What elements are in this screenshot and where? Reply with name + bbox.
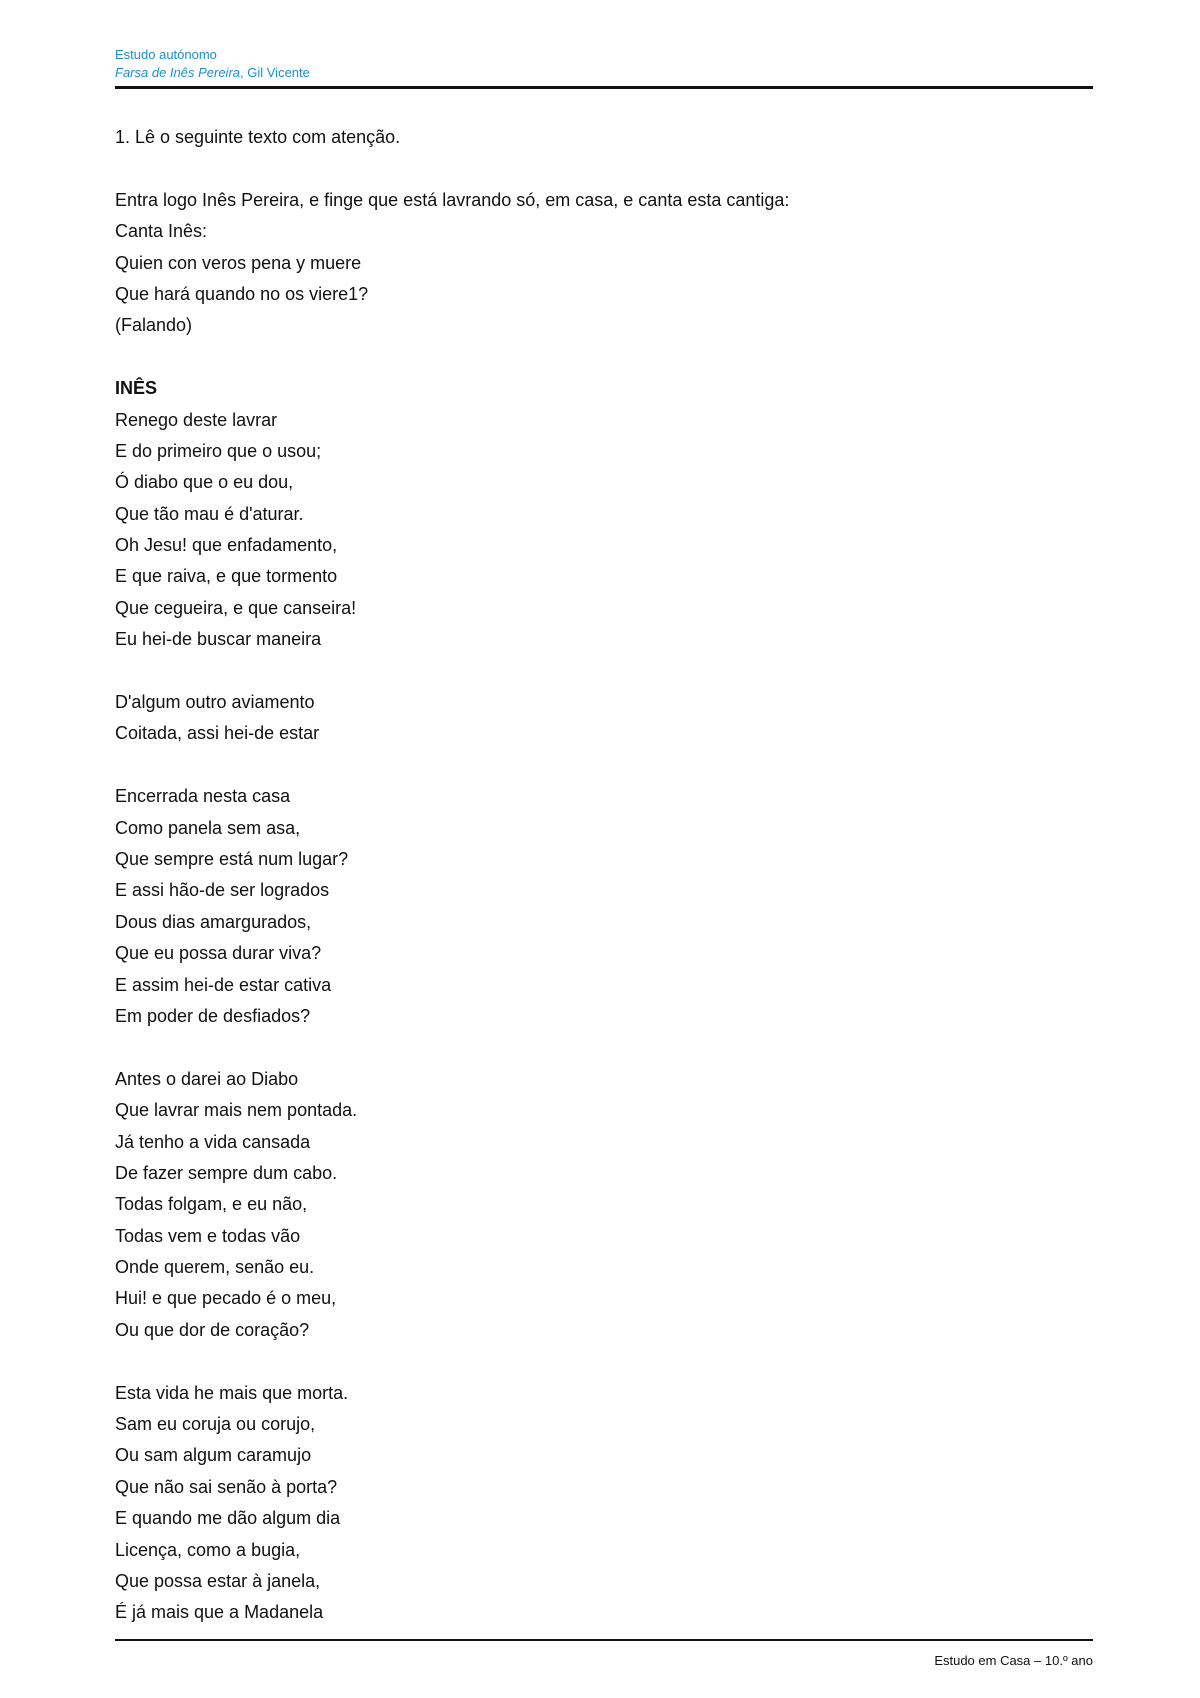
verse-line: De fazer sempre dum cabo. — [115, 1162, 338, 1183]
verse-line: Licença, como a bugia, — [115, 1539, 301, 1560]
spacer — [115, 656, 1093, 687]
work-title: Farsa de Inês Pereira — [115, 65, 241, 80]
question-heading: 1. Lê o seguinte texto com atenção. — [115, 127, 401, 147]
verse-line: Sam eu coruja ou corujo, — [115, 1414, 316, 1435]
verse-line: Todas vem e todas vão — [115, 1225, 301, 1246]
verse-line: Que sempre está num lugar? — [115, 848, 349, 869]
verse-line: É já mais que a Madanela — [115, 1602, 324, 1623]
verse-line: Que não sai senão à porta? — [115, 1476, 338, 1497]
stanza — [115, 687, 1093, 750]
verse-line: Encerrada nesta casa — [115, 786, 291, 807]
verse-line: Onde querem, senão eu. — [115, 1257, 315, 1278]
verse-line: E do primeiro que o usou; — [115, 440, 322, 461]
verse-line: Coitada, assi hei-de estar — [115, 723, 320, 744]
header-work-title — [115, 64, 1093, 82]
spacer — [115, 1346, 1093, 1377]
verse-line: Que eu possa durar viva? — [115, 943, 322, 964]
page-header — [115, 46, 1093, 82]
verse-line: Eu hei-de buscar maneira — [115, 629, 322, 650]
verse-line: Renego deste lavrar — [115, 409, 278, 430]
verse-line: Oh Jesu! que enfadamento, — [115, 535, 338, 556]
verse-line: Que cegueira, e que canseira! — [115, 597, 357, 618]
verse-line: Antes o darei ao Diabo — [115, 1068, 299, 1089]
spacer — [115, 1032, 1093, 1063]
verse-line: Dous dias amargurados, — [115, 911, 312, 932]
spacer — [115, 750, 1093, 781]
verse-line: Como panela sem asa, — [115, 817, 301, 838]
spacer — [115, 153, 1093, 184]
verse-line: Todas folgam, e eu não, — [115, 1194, 308, 1215]
verse-line: Que tão mau é d'aturar. — [115, 503, 304, 524]
song-line: Quien con veros pena y muere — [115, 252, 362, 273]
stanza — [115, 1064, 1093, 1347]
header-divider — [115, 86, 1093, 89]
work-author: , Gil Vicente — [240, 65, 310, 80]
verse-line: E assi hão-de ser logrados — [115, 880, 330, 901]
page-footer: Estudo em Casa – 10.º ano — [934, 1653, 1093, 1668]
footer-divider — [115, 1639, 1093, 1641]
header-subject: Estudo autónomo — [115, 47, 217, 62]
stage-direction: Entra logo Inês Pereira, e finge que está lavrando só, em casa, e canta esta cantiga: — [115, 189, 790, 210]
verse-line: Que lavrar mais nem pontada. — [115, 1100, 358, 1121]
spacer — [115, 342, 1093, 373]
stanza — [115, 1378, 1093, 1629]
verse-line: Esta vida he mais que morta. — [115, 1382, 349, 1403]
intro-line: Canta Inês: — [115, 221, 208, 242]
verse-line: E que raiva, e que tormento — [115, 566, 338, 587]
song-line: Que hará quando no os viere1? — [115, 283, 369, 304]
verse-line: E assim hei-de estar cativa — [115, 974, 332, 995]
document-body — [115, 122, 1093, 1629]
verse-line: Que possa estar à janela, — [115, 1570, 321, 1591]
verse-line: D'algum outro aviamento — [115, 692, 315, 713]
verse-line: Hui! e que pecado é o meu, — [115, 1288, 337, 1309]
intro-block — [115, 185, 1093, 342]
verse-line: Ou que dor de coração? — [115, 1319, 310, 1340]
speaker-name: INÊS — [115, 378, 158, 399]
stanza — [115, 781, 1093, 1032]
verse-line: Já tenho a vida cansada — [115, 1131, 311, 1152]
stanza — [115, 405, 1093, 656]
verse-line: Em poder de desfiados? — [115, 1005, 311, 1026]
verse-line: Ou sam algum caramujo — [115, 1445, 312, 1466]
verse-line: E quando me dão algum dia — [115, 1508, 341, 1529]
stage-direction: (Falando) — [115, 315, 193, 336]
verse-line: Ó diabo que o eu dou, — [115, 472, 294, 493]
